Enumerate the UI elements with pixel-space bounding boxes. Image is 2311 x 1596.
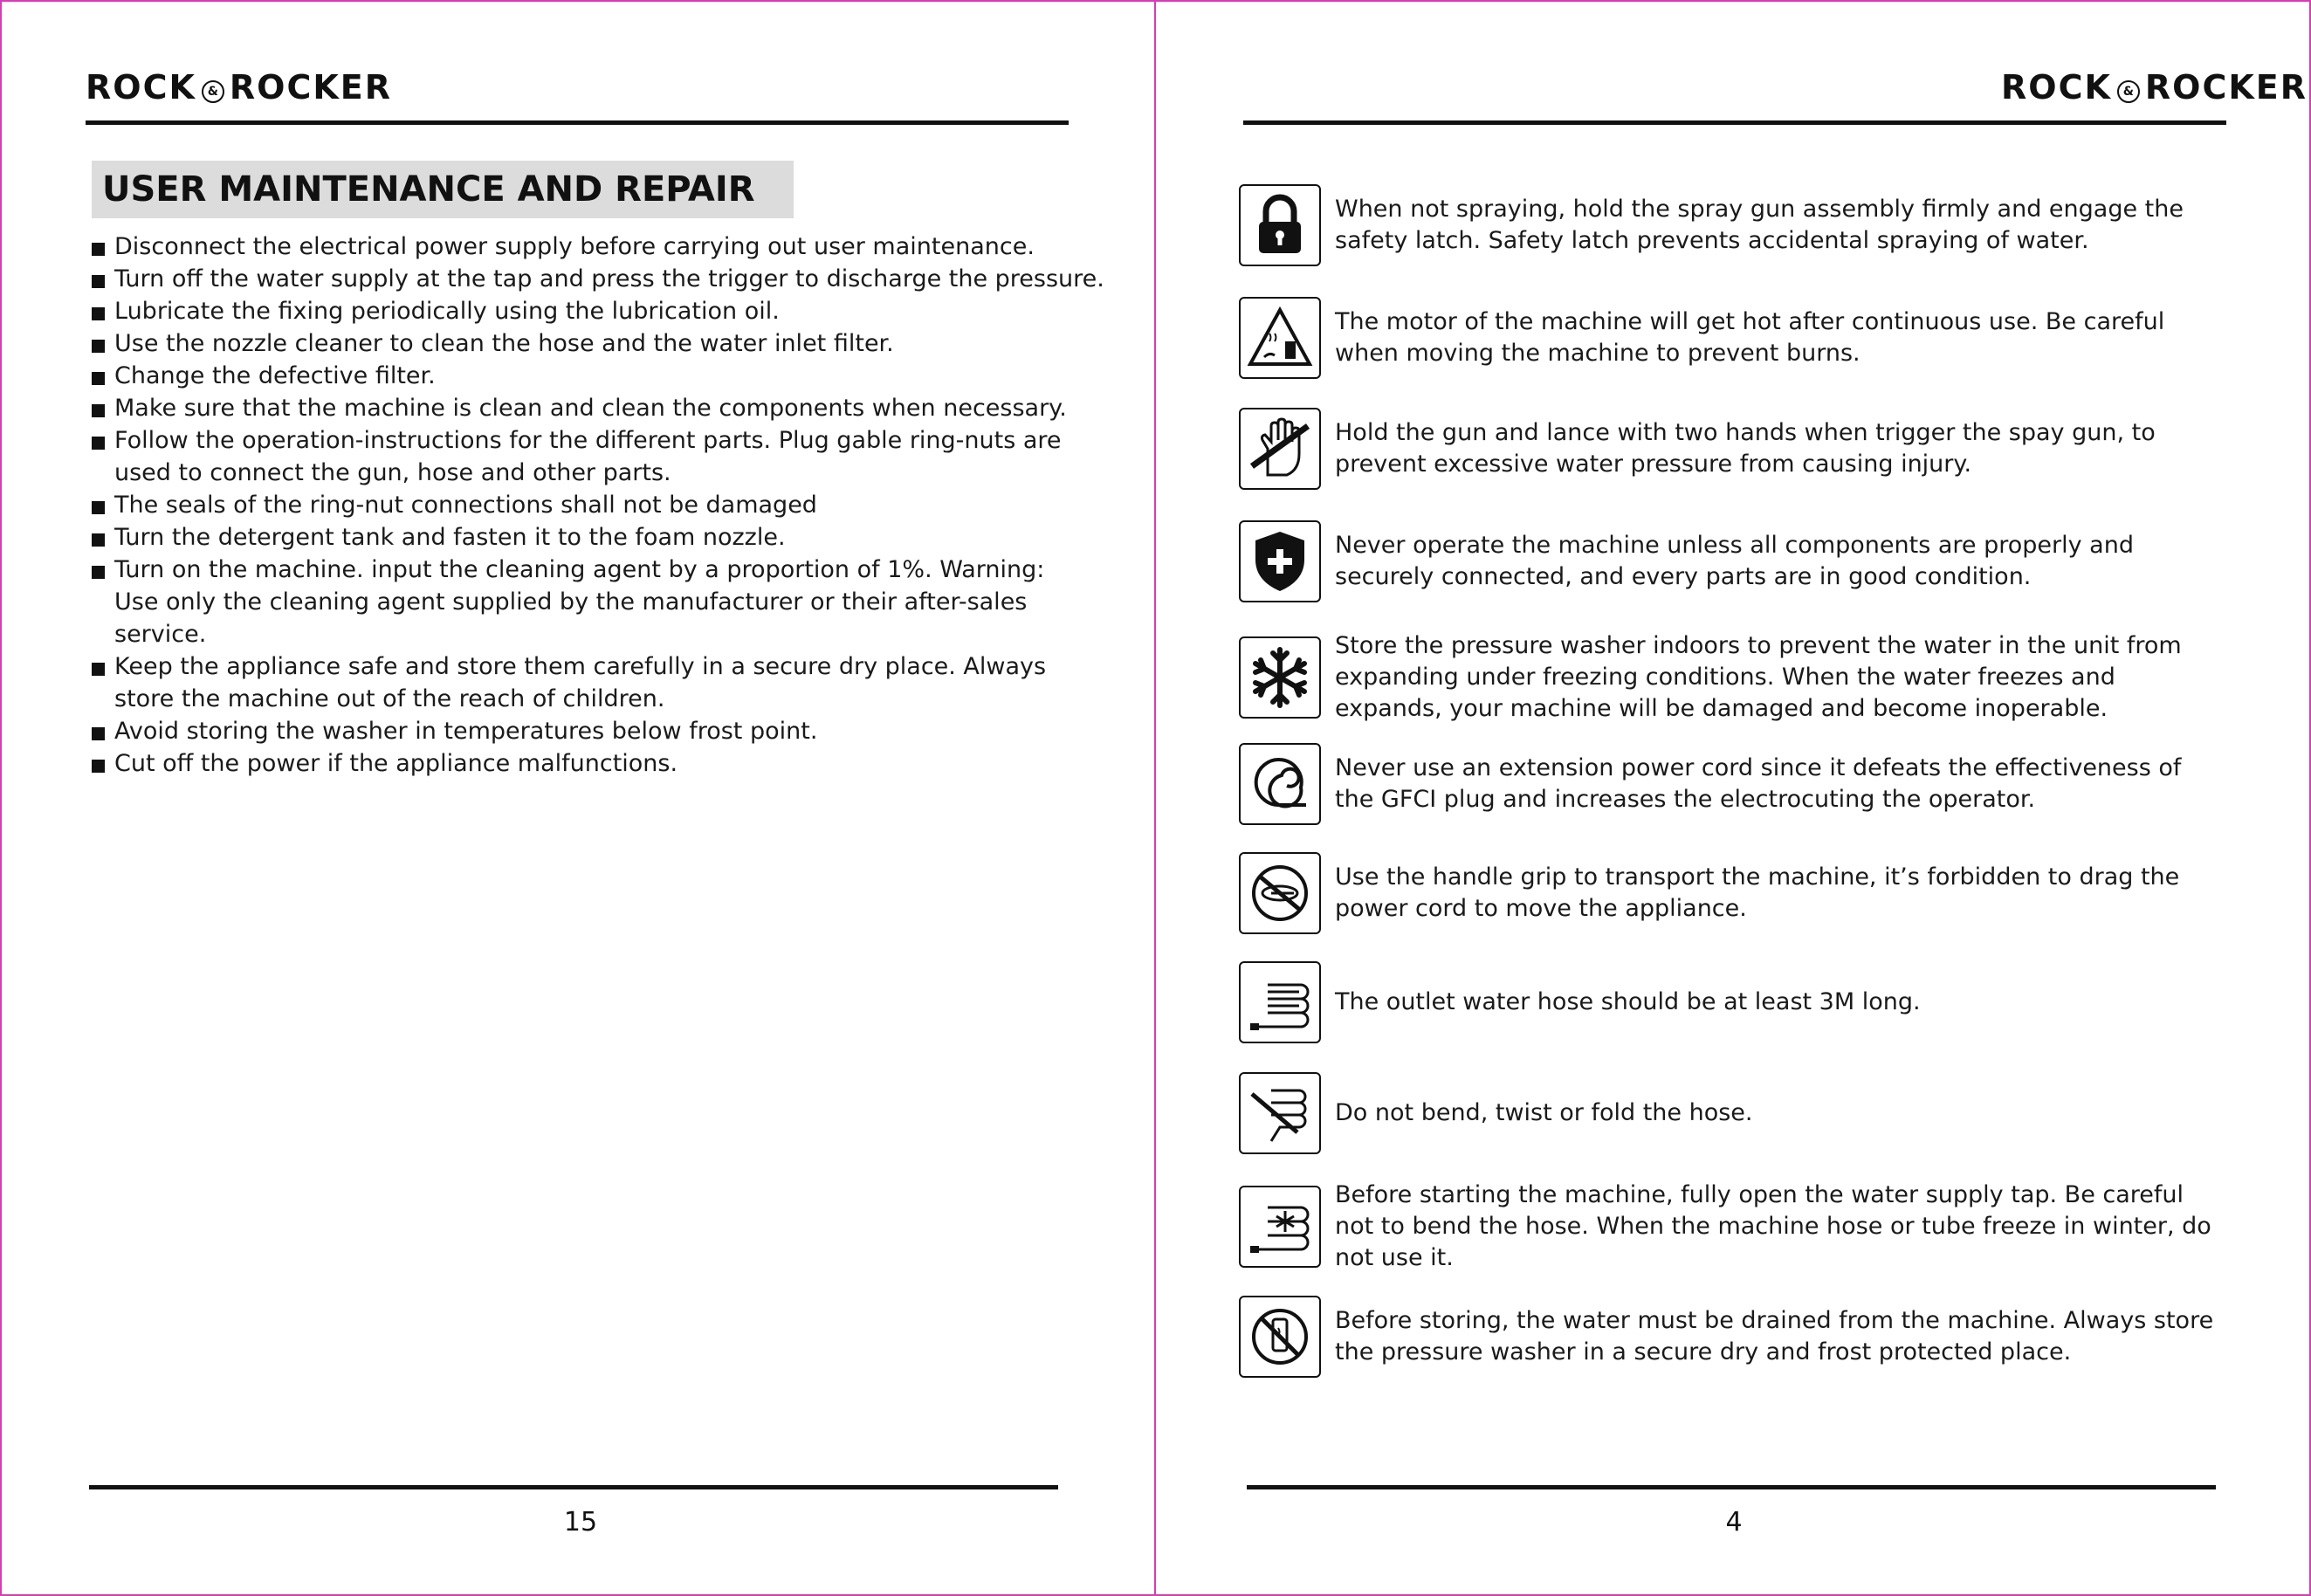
- warning-text: Store the pressure washer indoors to prevent the water in the unit from expanding under freezing conditions. When the water freezes and expands, your machine will be damaged and become inoperable.: [1335, 632, 2182, 722]
- header-rule: [1243, 120, 2226, 125]
- warning-text: Do not bend, twist or fold the hose.: [1335, 1099, 1753, 1126]
- footer-rule: [1247, 1485, 2216, 1489]
- list-item: Disconnect the electrical power supply before carrying out user maintenance.: [92, 230, 1139, 263]
- list-item: Turn the detergent tank and fasten it to the foam nozzle.: [92, 521, 1139, 554]
- logo-ampersand: &: [202, 80, 224, 103]
- list-item: Lubricate the fixing periodically using the lubrication oil.: [92, 295, 1139, 327]
- warning-item: [1239, 743, 2225, 825]
- list-item: Use the nozzle cleaner to clean the hose and the water inlet filter.: [92, 327, 1139, 360]
- padlock-icon: [1239, 184, 1321, 266]
- frozen-hose-icon: [1239, 1186, 1321, 1268]
- no-storage-wet-icon: [1239, 1296, 1321, 1378]
- warning-item: [1239, 1296, 2225, 1378]
- list-item: The seals of the ring-nut connections shall not be damaged: [92, 489, 1139, 521]
- warning-item: [1239, 852, 2225, 934]
- hot-surface-warning-icon: [1239, 297, 1321, 379]
- snowflake-icon: [1239, 636, 1321, 719]
- warning-text: When not spraying, hold the spray gun assembly firmly and engage the safety latch. Safety latch prevents accidental spraying of water.: [1335, 196, 2184, 254]
- list-item: Keep the appliance safe and store them carefully in a secure dry place. Always store the machine out of the reach of children.: [92, 650, 1075, 715]
- page-number: 15: [563, 1507, 598, 1538]
- list-item: Avoid storing the washer in temperatures below frost point.: [92, 715, 1139, 747]
- logo-word-rock: ROCK: [2001, 68, 2112, 107]
- warning-item: [1239, 408, 2225, 490]
- list-item: Turn off the water supply at the tap and press the trigger to discharge the pressure.: [92, 263, 1139, 295]
- warning-text: The outlet water hose should be at least 3M long.: [1335, 988, 1921, 1015]
- warning-text: The motor of the machine will get hot after continuous use. Be careful when moving the machine to prevent burns.: [1335, 308, 2165, 367]
- no-pull-cord-icon: [1239, 852, 1321, 934]
- list-item: Follow the operation-instructions for the different parts. Plug gable ring-nuts are used to connect the gun, hose and other parts.: [92, 424, 1075, 489]
- logo-word-rocker: ROCKER: [2144, 68, 2308, 107]
- warning-item: [1239, 520, 2225, 602]
- warning-text: Before starting the machine, fully open the water supply tap. Be careful not to bend the hose. When the machine hose or tube freeze in winter, do not use it.: [1335, 1181, 2211, 1271]
- warning-text: Use the handle grip to transport the machine, it’s forbidden to drag the power cord to move the appliance.: [1335, 863, 2180, 922]
- logo-word-rock: ROCK: [86, 68, 196, 107]
- warning-item: [1239, 1180, 2225, 1274]
- logo-word-rocker: ROCKER: [229, 68, 393, 107]
- list-item: Change the defective filter.: [92, 360, 1139, 392]
- warning-item: [1239, 1072, 2225, 1154]
- list-item: Make sure that the machine is clean and clean the components when necessary.: [92, 392, 1139, 424]
- brand-logo: [2001, 68, 2308, 107]
- warning-text: Never operate the machine unless all components are properly and securely connected, and every parts are in good condition.: [1335, 532, 2134, 590]
- shield-plus-icon: [1239, 520, 1321, 602]
- warning-text: Never use an extension power cord since it defeats the effectiveness of the GFCI plug and increases the electrocuting the operator.: [1335, 754, 2182, 813]
- warning-text: Hold the gun and lance with two hands when trigger the spay gun, to prevent excessive water pressure from causing injury.: [1335, 419, 2156, 478]
- list-item: Cut off the power if the appliance malfunctions.: [92, 747, 1139, 780]
- warning-item: [1239, 297, 2225, 379]
- footer-rule: [89, 1485, 1058, 1489]
- page-number: 4: [1725, 1507, 1743, 1538]
- warning-item: [1239, 630, 2225, 725]
- no-hand-icon: [1239, 408, 1321, 490]
- left-page: [0, 0, 1154, 1596]
- warning-item: [1239, 961, 2225, 1043]
- logo-ampersand: &: [2117, 80, 2140, 103]
- warning-item: [1239, 184, 2225, 266]
- header-rule: [86, 120, 1069, 125]
- hose-reel-icon: [1239, 961, 1321, 1043]
- warning-text: Before storing, the water must be drained from the machine. Always store the pressure washer in a secure dry and frost protected place.: [1335, 1307, 2214, 1366]
- brand-logo: [86, 68, 392, 107]
- coiled-cord-icon: [1239, 743, 1321, 825]
- no-bend-hose-icon: [1239, 1072, 1321, 1154]
- maintenance-list: [92, 230, 1139, 780]
- list-item: Turn on the machine. input the cleaning agent by a proportion of 1%. Warning: Use only the cleaning agent supplied by the manufacturer or their after-sales service.: [92, 554, 1075, 650]
- section-title: USER MAINTENANCE AND REPAIR: [92, 161, 794, 218]
